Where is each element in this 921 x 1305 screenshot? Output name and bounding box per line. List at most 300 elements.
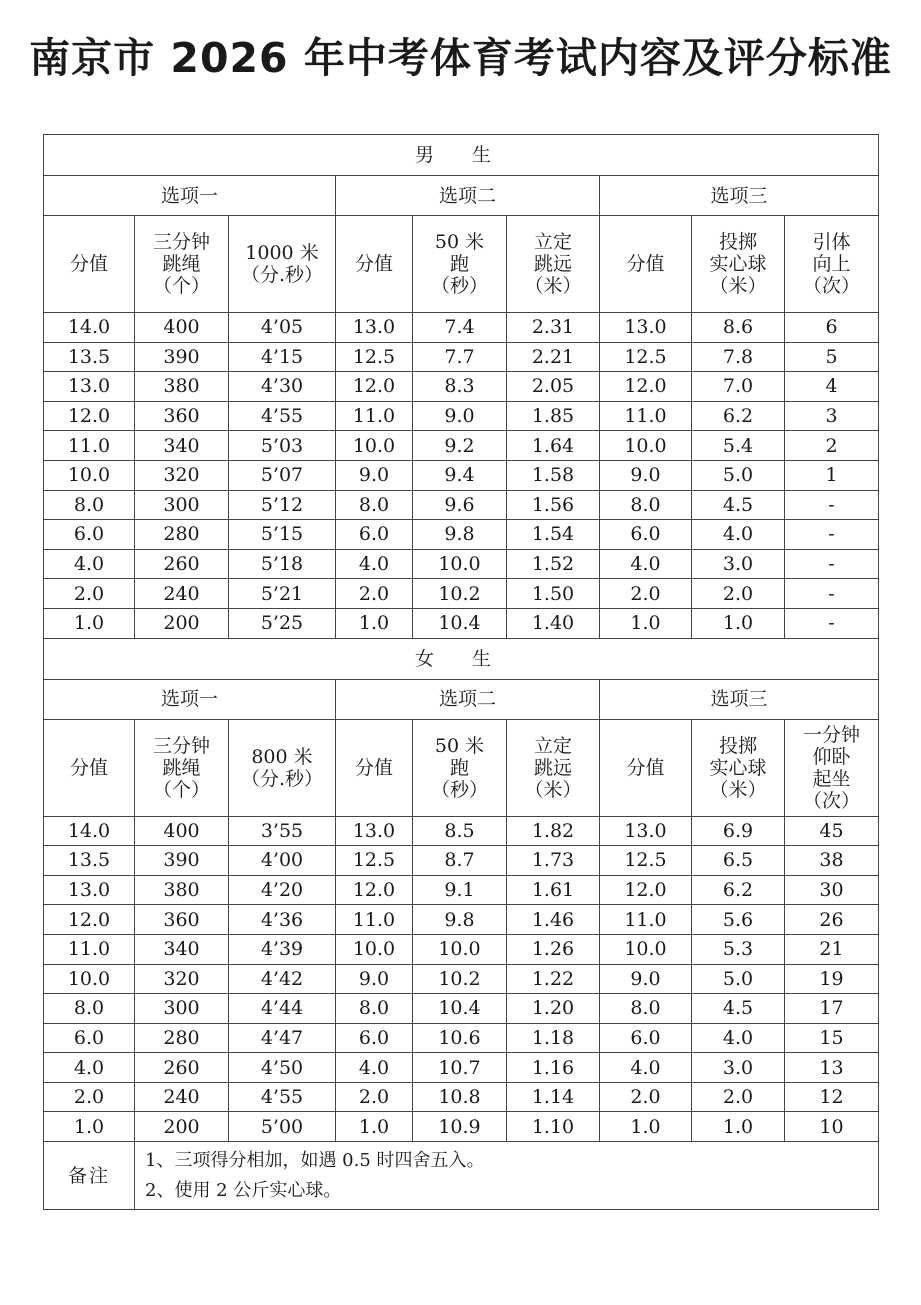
table-cell: 200 [135,1112,229,1142]
table-cell: 4.5 [692,994,785,1024]
table-cell: 17 [785,994,879,1024]
table-row [44,608,879,638]
table-cell: - [785,520,879,550]
header-line: 分值 [626,253,665,275]
table-cell: 9.0 [336,460,413,490]
table-cell: 11.0 [600,401,692,431]
table-cell: 11.0 [44,431,135,461]
table-cell: 13 [785,1053,879,1083]
table-cell: 8.0 [336,490,413,520]
header-line: （米） [524,778,582,801]
table-cell: 9.4 [413,460,507,490]
header-line: 三分钟 [152,734,210,757]
header-line: 跳远 [533,253,572,275]
table-cell: 1.85 [507,401,600,431]
table-cell: 13.0 [44,875,135,905]
table-cell: 6.0 [600,520,692,550]
table-cell: 9.8 [413,905,507,935]
table-cell: 13.5 [44,846,135,876]
table-cell: 2.0 [44,1082,135,1112]
table-cell: 12.0 [336,372,413,402]
table-cell: 1.54 [507,520,600,550]
table-cell: 13.0 [336,816,413,846]
header-line: 1000 米 [245,242,319,264]
table-cell: 4.0 [44,1053,135,1083]
note-line: 2、使用 2 公斤实心球。 [145,1179,342,1201]
table-cell: 9.6 [413,490,507,520]
table-cell: 200 [135,608,229,638]
table-cell: 5.6 [692,905,785,935]
table-cell: 13.0 [600,816,692,846]
header-line: 50 米 [434,231,485,253]
table-cell: 12.5 [336,342,413,372]
table-row [44,1082,879,1112]
table-cell: 10.0 [600,431,692,461]
table-cell: 6.2 [692,875,785,905]
table-cell: 11.0 [336,401,413,431]
table-cell: 4’36 [229,905,336,935]
table-cell: 19 [785,964,879,994]
table-cell: 10.0 [413,549,507,579]
score-table [43,134,879,1210]
table-cell: 1.73 [507,846,600,876]
header-line: 跳绳 [162,253,201,275]
table-cell: 4’47 [229,1023,336,1053]
boys-section-row [44,135,879,176]
table-cell: 1.58 [507,460,600,490]
table-cell: 4’30 [229,372,336,402]
table-cell: 260 [135,549,229,579]
table-cell: 2.0 [692,579,785,609]
table-cell: 10.0 [600,934,692,964]
boys-header-cell [135,216,229,313]
girls-group-1: 选项一 [44,679,336,719]
table-row [44,490,879,520]
boys-header-row [44,216,879,313]
table-cell: 12.5 [600,846,692,876]
table-cell: 4.5 [692,490,785,520]
table-cell: 7.4 [413,313,507,343]
table-cell: 9.0 [413,401,507,431]
header-line: （秒） [430,275,488,297]
table-cell: 2.0 [600,1082,692,1112]
table-cell: 8.0 [336,994,413,1024]
girls-group-2: 选项二 [336,679,600,719]
header-line: 起坐 [812,767,851,790]
table-cell: 6.0 [44,1023,135,1053]
table-cell: 300 [135,490,229,520]
girls-section-row [44,638,879,679]
header-line: （个） [152,778,210,801]
header-line: （分.秒） [240,264,324,286]
notes-label: 备注 [44,1142,135,1210]
table-cell: 4.0 [600,549,692,579]
header-line: 立定 [533,231,572,253]
table-cell: 1.20 [507,994,600,1024]
girls-header-cell [413,719,507,816]
table-cell: 380 [135,372,229,402]
table-cell: 2.05 [507,372,600,402]
table-cell: 10.6 [413,1023,507,1053]
header-line: 跳绳 [162,756,201,779]
table-cell: 5’12 [229,490,336,520]
table-cell: 3.0 [692,549,785,579]
table-cell: 4’39 [229,934,336,964]
table-row [44,934,879,964]
table-cell: 10.0 [336,934,413,964]
table-cell: 5’25 [229,608,336,638]
boys-header-cell [692,216,785,313]
table-cell: 1.82 [507,816,600,846]
table-cell: - [785,549,879,579]
table-row [44,875,879,905]
table-cell: 1.52 [507,549,600,579]
table-cell: 9.0 [600,964,692,994]
table-cell: 12.0 [600,372,692,402]
table-cell: 9.0 [600,460,692,490]
table-cell: 10.8 [413,1082,507,1112]
table-row [44,401,879,431]
table-cell: 6.0 [336,520,413,550]
table-cell: 6.0 [336,1023,413,1053]
girls-header-cell [785,719,879,816]
table-cell: 3’55 [229,816,336,846]
boys-header-cell [44,216,135,313]
table-cell: 6.9 [692,816,785,846]
table-cell: 4.0 [692,520,785,550]
table-cell: 4’05 [229,313,336,343]
girls-header-cell [44,719,135,816]
header-line: （次） [802,275,860,297]
header-line: 分值 [69,253,108,275]
boys-section-label: 男 生 [44,135,879,176]
table-cell: 360 [135,905,229,935]
table-cell: 30 [785,875,879,905]
header-line: （次） [802,789,860,812]
notes-row [44,1142,879,1210]
table-cell: 9.2 [413,431,507,461]
header-line: 三分钟 [152,231,210,253]
table-row [44,342,879,372]
table-cell: 1.64 [507,431,600,461]
table-cell: 2.0 [692,1082,785,1112]
table-cell: 4’15 [229,342,336,372]
table-cell: 4’42 [229,964,336,994]
table-cell: 10.9 [413,1112,507,1142]
table-cell: 1.10 [507,1112,600,1142]
boys-header-cell [413,216,507,313]
boys-header-cell [336,216,413,313]
table-row [44,1023,879,1053]
table-cell: 1.50 [507,579,600,609]
table-row [44,816,879,846]
table-cell: 21 [785,934,879,964]
table-cell: 1.0 [692,1112,785,1142]
table-cell: 1 [785,460,879,490]
girls-section-label: 女 生 [44,638,879,679]
table-cell: - [785,490,879,520]
table-cell: 9.1 [413,875,507,905]
table-cell: 38 [785,846,879,876]
table-cell: 400 [135,816,229,846]
table-cell: 1.0 [692,608,785,638]
table-cell: 5’03 [229,431,336,461]
table-cell: 2.21 [507,342,600,372]
table-cell: 12.5 [600,342,692,372]
header-line: 分值 [69,756,108,779]
table-cell: 13.5 [44,342,135,372]
table-cell: 6 [785,313,879,343]
note-line: 1、三项得分相加，如遇 0.5 时四舍五入。 [145,1149,485,1171]
table-cell: 2.0 [600,579,692,609]
header-line: 仰卧 [812,745,851,768]
boys-group-1: 选项一 [44,176,336,216]
table-cell: 10.2 [413,964,507,994]
table-cell: 9.0 [336,964,413,994]
table-cell: 4 [785,372,879,402]
table-cell: 2 [785,431,879,461]
boys-header-cell [600,216,692,313]
table-cell: 6.0 [44,520,135,550]
table-cell: 11.0 [600,905,692,935]
table-cell: 4’00 [229,846,336,876]
table-cell: 11.0 [336,905,413,935]
header-line: 50 米 [434,734,485,757]
girls-header-row [44,719,879,816]
table-cell: 12 [785,1082,879,1112]
table-cell: 5’18 [229,549,336,579]
table-row [44,520,879,550]
table-row [44,431,879,461]
table-cell: 2.0 [44,579,135,609]
table-cell: 3 [785,401,879,431]
table-cell: 12.0 [600,875,692,905]
table-cell: 280 [135,520,229,550]
header-line: 向上 [812,253,851,275]
table-cell: 360 [135,401,229,431]
table-cell: 1.40 [507,608,600,638]
table-cell: 10.0 [44,964,135,994]
table-cell: 1.0 [600,608,692,638]
page-title: 南京市 2026 年中考体育考试内容及评分标准 [29,34,892,82]
table-cell: 13.0 [600,313,692,343]
header-line: 800 米 [251,745,313,768]
table-cell: 4’20 [229,875,336,905]
table-cell: 3.0 [692,1053,785,1083]
table-cell: 280 [135,1023,229,1053]
table-cell: 14.0 [44,816,135,846]
table-cell: 260 [135,1053,229,1083]
table-cell: 1.16 [507,1053,600,1083]
table-cell: 1.61 [507,875,600,905]
table-cell: 240 [135,579,229,609]
header-line: 投掷 [718,231,757,253]
boys-group-2: 选项二 [336,176,600,216]
header-line: 跳远 [533,756,572,779]
table-cell: 15 [785,1023,879,1053]
table-cell: 5.0 [692,964,785,994]
table-cell: 2.0 [336,1082,413,1112]
table-row [44,460,879,490]
table-cell: 4.0 [336,549,413,579]
table-cell: 240 [135,1082,229,1112]
table-cell: 11.0 [44,934,135,964]
table-cell: - [785,579,879,609]
table-cell: 5’07 [229,460,336,490]
table-cell: 12.0 [336,875,413,905]
table-cell: 1.26 [507,934,600,964]
table-cell: 4’50 [229,1053,336,1083]
header-line: 实心球 [709,756,767,779]
table-cell: 1.0 [336,608,413,638]
header-line: 分值 [354,253,393,275]
table-cell: 320 [135,460,229,490]
table-cell: 1.0 [44,608,135,638]
table-cell: 8.7 [413,846,507,876]
table-cell: - [785,608,879,638]
table-row [44,549,879,579]
table-cell: 13.0 [336,313,413,343]
header-line: （米） [709,275,767,297]
table-cell: 4’55 [229,1082,336,1112]
table-row [44,1112,879,1142]
table-cell: 4’44 [229,994,336,1024]
table-cell: 10.4 [413,608,507,638]
table-cell: 8.6 [692,313,785,343]
header-line: 分值 [354,756,393,779]
table-cell: 5’15 [229,520,336,550]
table-cell: 1.14 [507,1082,600,1112]
table-row [44,1053,879,1083]
table-cell: 5’21 [229,579,336,609]
header-line: （米） [709,778,767,801]
table-cell: 340 [135,431,229,461]
table-cell: 2.31 [507,313,600,343]
table-cell: 1.22 [507,964,600,994]
header-line: 分值 [626,756,665,779]
table-row [44,372,879,402]
table-cell: 5’00 [229,1112,336,1142]
table-cell: 8.0 [44,490,135,520]
table-cell: 390 [135,342,229,372]
table-cell: 10.0 [413,934,507,964]
table-row [44,964,879,994]
table-cell: 7.8 [692,342,785,372]
header-line: 投掷 [718,734,757,757]
header-line: 跑 [449,756,469,779]
table-cell: 4.0 [44,549,135,579]
girls-header-cell [692,719,785,816]
boys-header-cell [507,216,600,313]
notes-content [135,1142,879,1210]
table-cell: 6.2 [692,401,785,431]
table-cell: 300 [135,994,229,1024]
table-cell: 10.0 [336,431,413,461]
table-row [44,846,879,876]
table-cell: 8.0 [44,994,135,1024]
table-cell: 5 [785,342,879,372]
table-cell: 5.0 [692,460,785,490]
table-cell: 5.3 [692,934,785,964]
header-line: 跑 [449,253,469,275]
header-line: （米） [524,275,582,297]
table-cell: 10.2 [413,579,507,609]
boys-group-row [44,176,879,216]
table-cell: 1.46 [507,905,600,935]
table-cell: 10.4 [413,994,507,1024]
girls-header-cell [336,719,413,816]
boys-header-cell [785,216,879,313]
table-cell: 9.8 [413,520,507,550]
table-cell: 4.0 [336,1053,413,1083]
table-row [44,579,879,609]
table-cell: 8.3 [413,372,507,402]
header-line: 引体 [812,231,851,253]
table-cell: 7.7 [413,342,507,372]
table-cell: 340 [135,934,229,964]
table-cell: 12.0 [44,401,135,431]
table-cell: 320 [135,964,229,994]
table-cell: 10.0 [44,460,135,490]
table-cell: 5.4 [692,431,785,461]
header-line: 实心球 [709,253,767,275]
table-cell: 400 [135,313,229,343]
table-cell: 8.0 [600,490,692,520]
boys-header-cell [229,216,336,313]
table-cell: 6.0 [600,1023,692,1053]
boys-group-3: 选项三 [600,176,879,216]
table-body [44,135,879,1210]
table-cell: 380 [135,875,229,905]
girls-header-cell [507,719,600,816]
header-line: 一分钟 [802,723,860,746]
table-row [44,313,879,343]
table-cell: 390 [135,846,229,876]
table-cell: 1.18 [507,1023,600,1053]
header-line: （个） [152,275,210,297]
table-cell: 6.5 [692,846,785,876]
table-cell: 13.0 [44,372,135,402]
table-cell: 1.0 [44,1112,135,1142]
table-row [44,994,879,1024]
table-cell: 7.0 [692,372,785,402]
girls-header-cell [600,719,692,816]
table-cell: 1.56 [507,490,600,520]
girls-header-cell [229,719,336,816]
table-cell: 4.0 [692,1023,785,1053]
table-cell: 26 [785,905,879,935]
girls-header-cell [135,719,229,816]
table-cell: 2.0 [336,579,413,609]
table-cell: 10 [785,1112,879,1142]
table-cell: 8.5 [413,816,507,846]
table-cell: 1.0 [336,1112,413,1142]
header-line: 立定 [533,734,572,757]
girls-group-3: 选项三 [600,679,879,719]
header-line: （秒） [430,778,488,801]
table-cell: 4’55 [229,401,336,431]
table-cell: 45 [785,816,879,846]
table-row [44,905,879,935]
header-line: （分.秒） [240,767,324,790]
table-cell: 10.7 [413,1053,507,1083]
table-cell: 14.0 [44,313,135,343]
table-cell: 1.0 [600,1112,692,1142]
table-cell: 4.0 [600,1053,692,1083]
table-cell: 8.0 [600,994,692,1024]
girls-group-row [44,679,879,719]
table-cell: 12.0 [44,905,135,935]
